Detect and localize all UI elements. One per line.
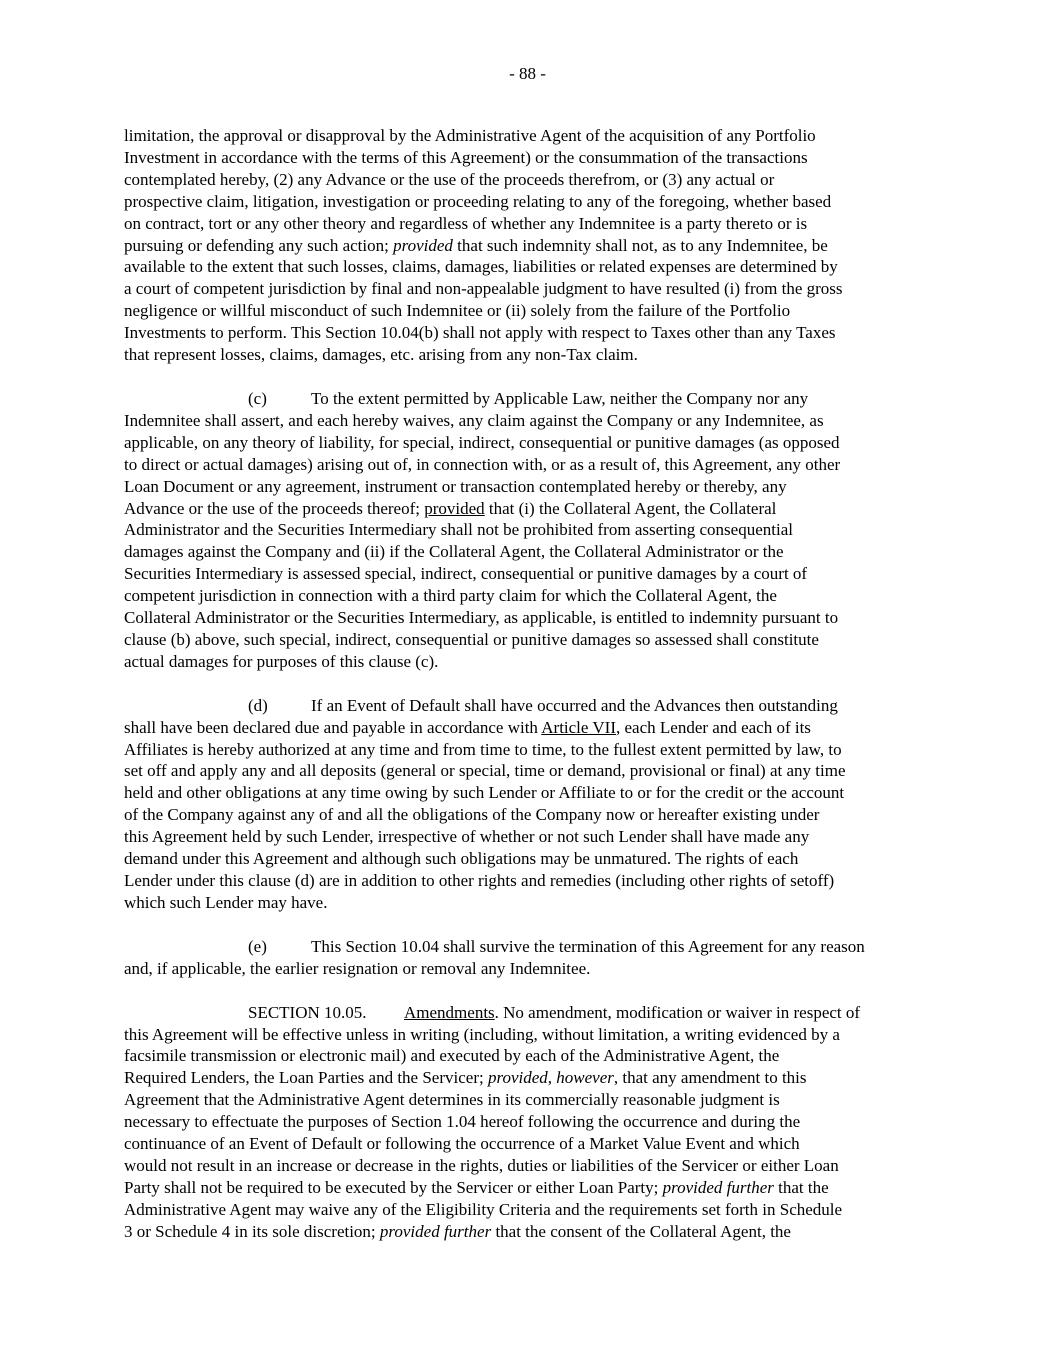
text-line: which such Lender may have.: [124, 892, 328, 912]
text-line: facsimile transmission or electronic mail) and executed by each of the Administrative Agent, the: [124, 1046, 780, 1066]
text-line: this Agreement held by such Lender, irrespective of whether or not such Lender shall have made any: [124, 827, 810, 847]
text-line: Lender under this clause (d) are in addition to other rights and remedies (including other rights of setoff): [124, 871, 835, 890]
text-segment: To the extent permitted by Applicable Law, neither the Company nor any: [311, 388, 809, 408]
text-line: that represent losses, claims, damages, etc. arising from any non-Tax claim.: [124, 345, 638, 365]
text-line: held and other obligations at any time owing by such Lender or Affiliate to or for the credit or the account: [124, 783, 845, 803]
text-line: on contract, tort or any other theory and regardless of whether any Indemnitee is a party thereto or is: [124, 213, 808, 233]
text-segment: that the consent of the Collateral Agent, the: [491, 1221, 791, 1241]
text-line: negligence or willful misconduct of such Indemnitee or (ii) solely from the failure of the Portfolio: [124, 301, 791, 321]
text-segment: . No amendment, modification or waiver in respect of: [494, 1002, 861, 1022]
paragraph-c: [124, 388, 932, 673]
text-segment: Party shall not be required to be executed by the Servicer or either Loan Party;: [124, 1177, 663, 1197]
text-line: Administrative Agent may waive any of the Eligibility Criteria and the requirements set forth in Schedule: [124, 1199, 843, 1219]
text-segment: , each Lender and each of its: [616, 717, 811, 737]
text-line: Loan Document or any agreement, instrument or transaction contemplated hereby or thereby, any: [124, 476, 787, 496]
text-line: contemplated hereby, (2) any Advance or the use of the proceeds therefrom, or (3) any actual or: [124, 169, 775, 189]
text-segment: If an Event of Default shall have occurred and the Advances then outstanding: [311, 695, 838, 715]
text-line: prospective claim, litigation, investigation or proceeding relating to any of the foregoing, whether based: [124, 191, 832, 211]
text-line: continuance of an Event of Default or following the occurrence of a Market Value Event and which: [124, 1134, 800, 1154]
text-line: Indemnitee shall assert, and each hereby waives, any claim against the Company or any Indemnitee, as: [124, 410, 824, 430]
text-line: of the Company against any of and all the obligations of the Company now or hereafter existing under: [124, 805, 820, 825]
paragraph-e: [124, 936, 932, 980]
paragraph-b-continuation: [124, 125, 932, 366]
text-segment: pursuing or defending any such action;: [124, 235, 394, 255]
page-number: - 88 -: [509, 64, 546, 83]
text-segment: This Section 10.04 shall survive the termination of this Agreement for any reason: [311, 936, 865, 956]
text-line: competent jurisdiction in connection with a third party claim for which the Collateral Agent, the: [124, 586, 777, 606]
text-line: clause (b) above, such special, indirect, consequential or punitive damages so assessed shall constitute: [124, 629, 819, 649]
text-segment: , that any amendment to this: [613, 1068, 807, 1088]
text-line: this Agreement will be effective unless in writing (including, without limitation, a writing evidenced by a: [124, 1024, 840, 1044]
clause-label-c: (c): [248, 388, 267, 408]
text-line: [124, 1002, 932, 1024]
section-heading: Amendments: [404, 1002, 495, 1022]
text-line: [124, 717, 932, 739]
italic-however: however: [556, 1068, 614, 1088]
text-line: demand under this Agreement and although such obligations may be unmatured. The rights of each: [124, 849, 799, 869]
text-line: Securities Intermediary is assessed special, indirect, consequential or punitive damages by a court of: [124, 564, 808, 584]
section-label: SECTION 10.05.: [248, 1002, 367, 1022]
article-vii-reference: Article VII: [541, 717, 616, 737]
text-line: limitation, the approval or disapproval by the Administrative Agent of the acquisition of any Portfolio: [124, 126, 816, 145]
text-line: available to the extent that such losses, claims, damages, liabilities or related expenses are determined by: [124, 257, 838, 277]
italic-provided: provided: [393, 235, 453, 255]
text-line: actual damages for purposes of this clause (c).: [124, 651, 439, 671]
text-line: [124, 1067, 932, 1089]
text-line: damages against the Company and (ii) if the Collateral Agent, the Collateral Administrator or the: [124, 542, 784, 562]
paragraph-d: [124, 695, 932, 914]
text-line: Investment in accordance with the terms of this Agreement) or the consummation of the transactions: [124, 147, 808, 167]
text-line: would not result in an increase or decrease in the rights, duties or liabilities of the Servicer or either Loan: [124, 1155, 839, 1175]
text-line: a court of competent jurisdiction by final and non-appealable judgment to have resulted (i) from the gross: [124, 279, 843, 299]
section-10-05: [124, 1002, 932, 1243]
text-line: set off and apply any and all deposits (general or special, time or demand, provisional or final) at any time: [124, 761, 846, 781]
text-segment: that (i) the Collateral Agent, the Collateral: [484, 498, 777, 518]
text-line: [124, 388, 932, 410]
clause-label-d: (d): [248, 695, 268, 715]
text-segment: that such indemnity shall not, as to any Indemnitee, be: [452, 235, 828, 255]
text-line: Agreement that the Administrative Agent determines in its commercially reasonable judgment is: [124, 1090, 780, 1110]
text-line: and, if applicable, the earlier resignation or removal any Indemnitee.: [124, 958, 591, 978]
text-line: [124, 936, 932, 958]
italic-provided: provided: [487, 1068, 548, 1088]
text-line: necessary to effectuate the purposes of Section 1.04 hereof following the occurrence and during the: [124, 1112, 801, 1132]
document-body: [124, 125, 932, 1265]
clause-label-e: (e): [248, 936, 267, 956]
text-segment: Advance or the use of the proceeds thereof;: [124, 498, 425, 518]
text-line: Collateral Administrator or the Securities Intermediary, as applicable, is entitled to indemnity pursuant to: [124, 608, 839, 628]
text-segment: ,: [547, 1068, 557, 1088]
text-line: Affiliates is hereby authorized at any time and from time to time, to the fullest extent permitted by law, to: [124, 739, 842, 759]
text-segment: 3 or Schedule 4 in its sole discretion;: [124, 1221, 380, 1241]
text-line: [124, 1177, 932, 1199]
text-line: [124, 1221, 932, 1243]
italic-provided-further: provided further: [379, 1221, 492, 1241]
underlined-provided: provided: [424, 498, 485, 518]
text-segment: that the: [773, 1177, 829, 1197]
text-line: [124, 695, 932, 717]
text-line: [124, 498, 932, 520]
text-segment: Required Lenders, the Loan Parties and the Servicer;: [124, 1068, 488, 1088]
italic-provided-further: provided further: [662, 1177, 774, 1197]
text-line: Investments to perform. This Section 10.04(b) shall not apply with respect to Taxes other than any Taxes: [124, 323, 836, 343]
text-line: Administrator and the Securities Intermediary shall not be prohibited from asserting consequential: [124, 520, 793, 540]
text-line: to direct or actual damages) arising out of, in connection with, or as a result of, this Agreement, any other: [124, 454, 841, 474]
text-line: applicable, on any theory of liability, for special, indirect, consequential or punitive damages (as opposed: [124, 432, 840, 452]
text-segment: shall have been declared due and payable in accordance with: [124, 717, 542, 737]
text-line: [124, 235, 932, 257]
